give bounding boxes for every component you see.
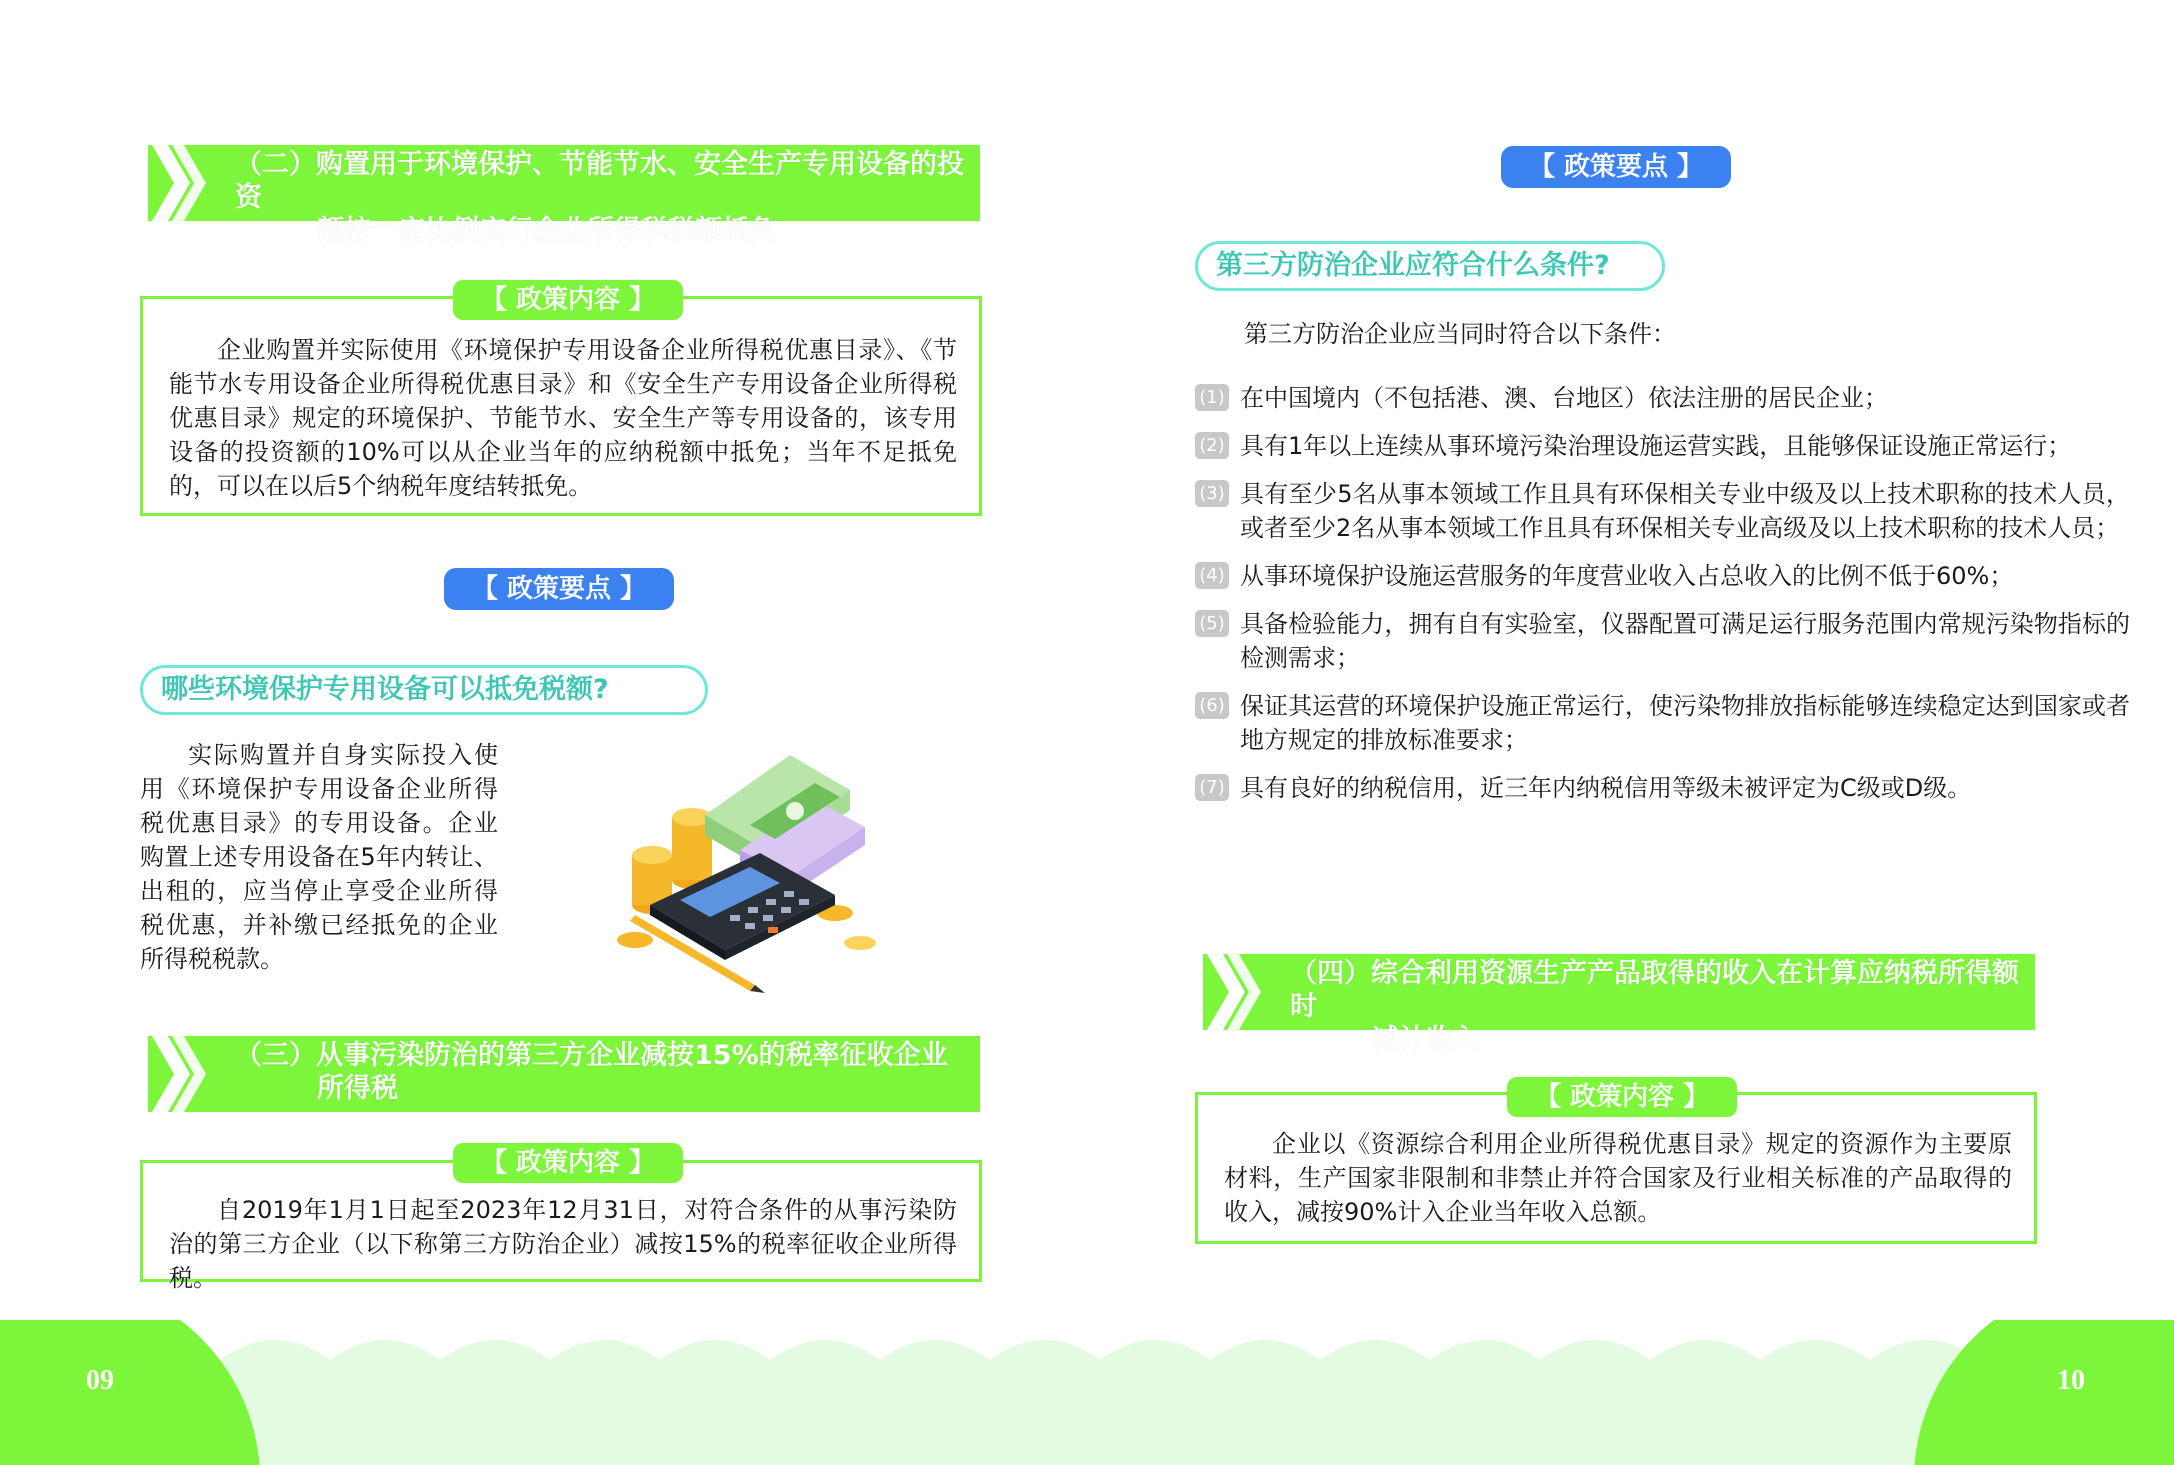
policy-content-tab: 【 政策内容 】: [453, 280, 683, 320]
chevron-arrow-icon: [140, 1036, 220, 1112]
section4-content-text: 企业以《资源综合利用企业所得税优惠目录》规定的资源作为主要原材料，生产国家非限制和非禁止并符合国家及行业相关标准的产品取得的收入，减按90%计入企业当年收入总额。: [1224, 1130, 2012, 1226]
policy-points-pill: 【 政策要点 】: [444, 568, 674, 610]
policy-content-tab: 【 政策内容 】: [1507, 1077, 1737, 1117]
list-number: (4): [1195, 562, 1229, 589]
chevron-arrow-icon: [1195, 954, 1275, 1030]
section4-title-line1: （四）综合利用资源生产产品取得的收入在计算应纳税所得额时: [1290, 958, 2019, 1022]
list-number: (3): [1195, 480, 1229, 507]
list-item-text: 具有良好的纳税信用，近三年内纳税信用等级未被评定为C级或D级。: [1240, 774, 1972, 802]
list-number: (2): [1195, 432, 1229, 459]
answer-text: [140, 738, 498, 976]
list-item-text: 具有至少5名从事本领域工作且具有环保相关专业中级及以上技术职称的技术人员，或者至少2名从事本领域工作且具有环保相关专业高级及以上技术职称的技术人员；: [1240, 480, 2130, 542]
list-item: [1195, 559, 2130, 593]
list-number: (6): [1195, 692, 1229, 719]
answer-text-content: 实际购置并自身实际投入使用《环境保护专用设备企业所得税优惠目录》的专用设备。企业购置上述专用设备在5年内转让、出租的，应当停止享受企业所得税优惠，并补缴已经抵免的企业所得税税款。: [140, 741, 498, 973]
section4-title-line2: 减计收入: [1372, 1024, 1480, 1055]
section3-content-text: 自2019年1月1日起至2023年12月31日，对符合条件的从事污染防治的第三方企业（以下称第三方防治企业）减按15%的税率征收企业所得税。: [169, 1196, 957, 1292]
section3-title-banner: [140, 1036, 980, 1112]
chevron-arrow-icon: [140, 145, 220, 221]
page-number-right: 10: [2057, 1365, 2085, 1396]
section2-title-line1: （二）购置用于环境保护、节能节水、安全生产专用设备的投资: [235, 149, 964, 213]
list-item: [1195, 607, 2130, 675]
section3-title-line2: 所得税: [317, 1073, 398, 1104]
list-number: (1): [1195, 384, 1229, 411]
list-item-text: 具有1年以上连续从事环境污染治理设施运营实践，且能够保证设施正常运行；: [1240, 432, 2072, 460]
question-pill: 哪些环境保护专用设备可以抵免税额?: [140, 665, 708, 715]
right-page: [1087, 0, 2174, 1465]
policy-points-pill: 【 政策要点 】: [1501, 146, 1731, 188]
section4-title-banner: [1195, 954, 2035, 1055]
policy-content-tab: 【 政策内容 】: [453, 1143, 683, 1183]
section2-title-banner: [140, 145, 980, 246]
page-number-left: 09: [86, 1365, 114, 1396]
section2-content-text: 企业购置并实际使用《环境保护专用设备企业所得税优惠目录》、《节能节水专用设备企业所得税优惠目录》和《安全生产专用设备企业所得税优惠目录》规定的环境保护、节能节水、安全生产等专用设备的，该专用设备的投资额的10%可以从企业当年的应纳税额中抵免；当年不足抵免的，可以在以后5个纳税年度结转抵免。: [169, 336, 957, 500]
section2-title-line2: 额按一定比例实行企业所得税税额抵免: [317, 215, 776, 246]
list-item-text: 保证其运营的环境保护设施正常运行，使污染物排放指标能够连续稳定达到国家或者地方规定的排放标准要求；: [1240, 692, 2130, 754]
section2-content-box: [140, 296, 982, 516]
question-pill: 第三方防治企业应符合什么条件?: [1195, 241, 1665, 291]
list-number: (7): [1195, 774, 1229, 801]
list-item: [1195, 689, 2130, 757]
list-item-text: 从事环境保护设施运营服务的年度营业收入占总收入的比例不低于60%；: [1240, 562, 2014, 590]
money-calculator-illustration: [600, 745, 890, 995]
list-item-text: 具备检验能力，拥有自有实验室，仪器配置可满足运行服务范围内常规污染物指标的检测需求；: [1240, 610, 2130, 672]
list-number: (5): [1195, 610, 1229, 637]
bottom-wave-decoration: [0, 1320, 2174, 1465]
list-item: [1195, 771, 2130, 805]
list-item: [1195, 477, 2130, 545]
list-item-text: 在中国境内（不包括港、澳、台地区）依法注册的居民企业；: [1240, 384, 1888, 412]
section3-title-line1: （三）从事污染防治的第三方企业减按15%的税率征收企业: [235, 1040, 948, 1071]
conditions-intro: 第三方防治企业应当同时符合以下条件：: [1244, 320, 1676, 348]
list-item: [1195, 381, 2130, 415]
list-item: [1195, 429, 2130, 463]
conditions-list: [1195, 381, 2130, 819]
